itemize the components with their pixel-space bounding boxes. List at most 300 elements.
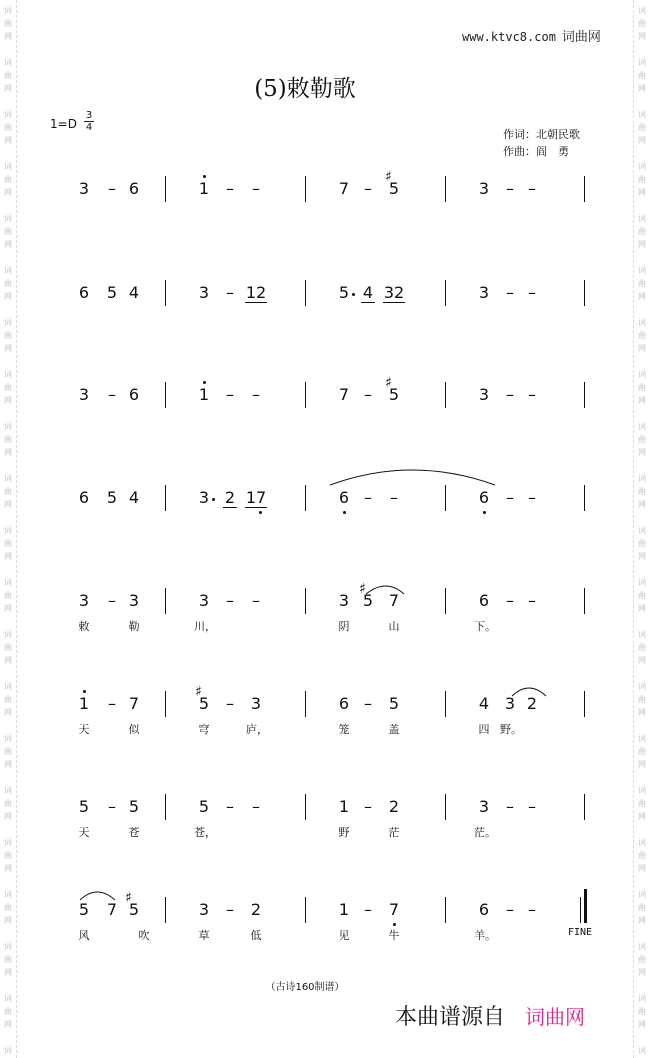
watermark-char: 词 (4, 58, 12, 67)
barline (165, 588, 166, 614)
lyric-syllable: 吹 (138, 929, 150, 942)
watermark-char: 网 (4, 864, 12, 873)
watermark-char: 词 (4, 214, 12, 223)
watermark-char: 词 (638, 422, 646, 431)
watermark-char: 曲 (638, 955, 646, 964)
watermark-char: 曲 (4, 175, 12, 184)
watermark-char: 词 (638, 110, 646, 119)
lyric-syllable: 四 (478, 723, 490, 736)
high-octave-dot (203, 175, 206, 178)
note: 6 (78, 283, 90, 302)
sharp-sign: ♯ (385, 375, 392, 391)
watermark-char: 网 (638, 188, 646, 197)
watermark-char: 曲 (638, 331, 646, 340)
duration-dash: – (364, 488, 372, 507)
watermark-char: 曲 (4, 331, 12, 340)
watermark-char: 词 (638, 1046, 646, 1055)
note: 7 (128, 694, 140, 713)
barline (305, 588, 306, 614)
watermark-char: 词 (638, 162, 646, 171)
duration-dash: – (252, 385, 260, 404)
note: 1 (338, 900, 350, 919)
augmentation-dot (212, 498, 215, 501)
watermark-char: 词 (4, 890, 12, 899)
note: 2 (526, 694, 538, 713)
lyric-syllable: 牛 (388, 929, 400, 942)
barline (445, 485, 446, 511)
duration-dash: – (506, 797, 514, 816)
barline (305, 897, 306, 923)
watermark-char: 词 (638, 786, 646, 795)
lyric-syllable: 下。 (474, 620, 496, 633)
note: 5 (338, 283, 350, 302)
lyric-syllable: 羊。 (474, 929, 496, 942)
note: 4 (362, 283, 374, 302)
time-signature-bottom: 4 (85, 122, 93, 133)
barline (584, 280, 585, 306)
watermark-char: 网 (4, 916, 12, 925)
watermark-char: 网 (4, 240, 12, 249)
barline (305, 691, 306, 717)
barline (584, 485, 585, 511)
composer-credit: 作曲：阎 勇 (503, 145, 569, 158)
watermark-char: 网 (638, 968, 646, 977)
watermark-char: 曲 (638, 591, 646, 600)
watermark-char: 网 (4, 344, 12, 353)
barline (305, 794, 306, 820)
note: 5 (128, 797, 140, 816)
watermark-char: 曲 (638, 643, 646, 652)
lyric-syllable: 茫 (388, 826, 400, 839)
note: 5 (388, 179, 400, 198)
note: 6 (478, 900, 490, 919)
site-name[interactable]: 词曲网 (561, 30, 601, 45)
note: 4 (478, 694, 490, 713)
duration-dash: – (226, 694, 234, 713)
watermark-char: 词 (4, 942, 12, 951)
barline (445, 382, 446, 408)
watermark-char: 网 (638, 656, 646, 665)
lyric-syllable: 似 (128, 723, 140, 736)
lyric-syllable: 庐， (246, 723, 268, 736)
watermark-char: 词 (638, 6, 646, 15)
duration-dash: – (506, 385, 514, 404)
sharp-sign: ♯ (359, 581, 366, 597)
note: 6 (78, 488, 90, 507)
barline (445, 897, 446, 923)
watermark-char: 网 (4, 396, 12, 405)
duration-dash: – (528, 179, 536, 198)
watermark-char: 词 (4, 266, 12, 275)
lyric-syllable: 川， (194, 620, 216, 633)
note: 3 (478, 385, 490, 404)
watermark-char: 网 (638, 812, 646, 821)
duration-dash: – (390, 488, 398, 507)
low-octave-dot (259, 511, 262, 514)
note: 5 (78, 900, 90, 919)
watermark-char: 网 (638, 864, 646, 873)
note: 5 (106, 283, 118, 302)
duration-dash: – (364, 900, 372, 919)
note: 6 (128, 179, 140, 198)
barline (445, 794, 446, 820)
fine-label: FINE (568, 927, 593, 938)
note: 3 (478, 283, 490, 302)
watermark-char: 词 (638, 318, 646, 327)
watermark-char: 词 (4, 838, 12, 847)
barline (445, 691, 446, 717)
barline (165, 382, 166, 408)
maker-note: （古诗160制谱） (265, 982, 345, 993)
watermark-char: 词 (4, 162, 12, 171)
duration-dash: – (364, 694, 372, 713)
barline (165, 897, 166, 923)
lyric-syllable: 苍， (194, 826, 216, 839)
note: 3 (504, 694, 516, 713)
watermark-char: 词 (638, 630, 646, 639)
duration-dash: – (528, 488, 536, 507)
watermark-char: 网 (4, 500, 12, 509)
lyric-syllable: 低 (250, 929, 262, 942)
watermark-char: 曲 (638, 695, 646, 704)
watermark-char: 词 (638, 526, 646, 535)
duration-dash: – (108, 694, 116, 713)
lyric-syllable: 茫。 (474, 826, 496, 839)
note: 4 (128, 283, 140, 302)
watermark-char: 网 (638, 708, 646, 717)
note: 6 (478, 591, 490, 610)
note: 2 (388, 797, 400, 816)
watermark-char: 曲 (4, 383, 12, 392)
barline (305, 485, 306, 511)
note: 1 (198, 385, 210, 404)
watermark-char: 曲 (4, 695, 12, 704)
low-octave-dot (483, 511, 486, 514)
lyric-syllable: 穹 (198, 723, 210, 736)
watermark-char: 网 (4, 604, 12, 613)
note: 3 (478, 797, 490, 816)
duration-dash: – (528, 591, 536, 610)
barline (584, 588, 585, 614)
note: 3 (478, 179, 490, 198)
watermark-char: 网 (638, 84, 646, 93)
barline (305, 280, 306, 306)
note: 7 (338, 385, 350, 404)
watermark-char: 曲 (4, 227, 12, 236)
watermark-char: 词 (638, 474, 646, 483)
barline (584, 382, 585, 408)
note: 6 (478, 488, 490, 507)
key-signature: 1=D (50, 117, 77, 131)
duration-dash: – (226, 797, 234, 816)
watermark-char: 词 (4, 474, 12, 483)
high-octave-dot (83, 690, 86, 693)
watermark-char: 词 (4, 1046, 12, 1055)
lyric-syllable: 盖 (388, 723, 400, 736)
site-url[interactable]: www.ktvc8.com (462, 30, 556, 44)
watermark-char: 曲 (638, 799, 646, 808)
note: 3 (198, 900, 210, 919)
duration-dash: – (528, 283, 536, 302)
watermark-char: 词 (638, 838, 646, 847)
watermark-char: 词 (638, 370, 646, 379)
lyric-syllable: 山 (388, 620, 400, 633)
barline (165, 794, 166, 820)
watermark-char: 曲 (4, 123, 12, 132)
slur-long (330, 470, 495, 485)
barline (165, 485, 166, 511)
note: 5 (128, 900, 140, 919)
duration-dash: – (364, 385, 372, 404)
watermark-char: 网 (4, 188, 12, 197)
duration-dash: – (226, 385, 234, 404)
note: 7 (388, 591, 400, 610)
watermark-char: 曲 (638, 1007, 646, 1016)
duration-dash: – (364, 797, 372, 816)
lyric-syllable: 天 (78, 723, 90, 736)
note: 3 (198, 283, 210, 302)
note: 3 (78, 385, 90, 404)
source-text: 本曲谱源自 (395, 1005, 506, 1030)
watermark-char: 网 (638, 1020, 646, 1029)
watermark-char: 词 (4, 110, 12, 119)
note: 6 (338, 694, 350, 713)
final-barline-thick (584, 889, 587, 923)
note: 5 (106, 488, 118, 507)
note: 3 (128, 591, 140, 610)
watermark-char: 曲 (638, 747, 646, 756)
lyric-syllable: 野。 (500, 723, 522, 736)
watermark-char: 网 (4, 708, 12, 717)
barline (445, 280, 446, 306)
watermark-char: 曲 (4, 1007, 12, 1016)
watermark-char: 词 (4, 630, 12, 639)
time-signature (84, 110, 94, 133)
note: 5 (388, 385, 400, 404)
duration-dash: – (528, 900, 536, 919)
watermark-char: 网 (4, 760, 12, 769)
watermark-char: 词 (4, 526, 12, 535)
duration-dash: – (226, 591, 234, 610)
watermark-char: 网 (638, 136, 646, 145)
duration-dash: – (528, 797, 536, 816)
lyric-syllable: 见 (338, 929, 350, 942)
watermark-char: 曲 (4, 71, 12, 80)
watermark-char: 网 (638, 344, 646, 353)
barline (305, 382, 306, 408)
watermark-char: 曲 (638, 487, 646, 496)
note: 5 (388, 694, 400, 713)
watermark-char: 曲 (4, 799, 12, 808)
watermark-char: 网 (638, 552, 646, 561)
watermark-char: 词 (638, 682, 646, 691)
low-octave-dot (343, 511, 346, 514)
watermark-char: 曲 (4, 539, 12, 548)
watermark-char: 词 (4, 786, 12, 795)
barline (584, 176, 585, 202)
watermark-char: 曲 (4, 955, 12, 964)
watermark-char: 网 (638, 292, 646, 301)
barline (445, 176, 446, 202)
duration-dash: – (506, 900, 514, 919)
barline (445, 588, 446, 614)
barline (584, 691, 585, 717)
note: 1 (338, 797, 350, 816)
watermark-char: 曲 (638, 71, 646, 80)
low-octave-dot (393, 923, 396, 926)
watermark-char: 曲 (638, 851, 646, 860)
watermark-char: 曲 (4, 747, 12, 756)
song-title: (5)敕勒歌 (254, 76, 356, 102)
watermark-char: 词 (638, 266, 646, 275)
watermark-char: 曲 (4, 279, 12, 288)
watermark-char: 网 (4, 292, 12, 301)
duration-dash: – (226, 900, 234, 919)
watermark-char: 曲 (638, 435, 646, 444)
note: 4 (128, 488, 140, 507)
note: 7 (106, 900, 118, 919)
time-signature-top: 3 (85, 110, 93, 121)
sharp-sign: ♯ (125, 890, 132, 906)
watermark-char: 词 (4, 318, 12, 327)
watermark-char: 网 (638, 604, 646, 613)
watermark-char: 词 (4, 994, 12, 1003)
lyric-syllable: 风 (78, 929, 90, 942)
note-pair: 12 (245, 283, 267, 302)
watermark-char: 网 (638, 32, 646, 41)
duration-dash: – (252, 591, 260, 610)
watermark-char: 曲 (4, 643, 12, 652)
watermark-char: 词 (4, 578, 12, 587)
lyric-syllable: 勒 (128, 620, 140, 633)
duration-dash: – (252, 179, 260, 198)
watermark-char: 曲 (4, 487, 12, 496)
note: 3 (78, 591, 90, 610)
duration-dash: – (108, 385, 116, 404)
watermark-char: 网 (4, 448, 12, 457)
watermark-char: 词 (4, 734, 12, 743)
note: 6 (128, 385, 140, 404)
watermark-char: 网 (4, 84, 12, 93)
watermark-char: 网 (4, 136, 12, 145)
watermark-char: 网 (638, 500, 646, 509)
note: 2 (224, 488, 236, 507)
watermark-char: 词 (638, 942, 646, 951)
slur-short (80, 892, 115, 900)
note: 7 (338, 179, 350, 198)
watermark-char: 曲 (4, 19, 12, 28)
watermark-char: 曲 (638, 539, 646, 548)
watermark-char: 词 (638, 578, 646, 587)
source-brand[interactable]: 词曲网 (525, 1005, 586, 1029)
note: 3 (338, 591, 350, 610)
watermark-char: 词 (638, 734, 646, 743)
final-barline (580, 897, 581, 923)
duration-dash: – (108, 797, 116, 816)
source-footer (395, 1000, 585, 1031)
watermark-char: 曲 (638, 903, 646, 912)
sharp-sign: ♯ (385, 169, 392, 185)
duration-dash: – (108, 591, 116, 610)
barline (165, 280, 166, 306)
watermark-char: 词 (4, 370, 12, 379)
watermark-char: 曲 (638, 123, 646, 132)
note: 5 (198, 797, 210, 816)
augmentation-dot (352, 293, 355, 296)
watermark-char: 网 (638, 396, 646, 405)
right-watermark-strip (633, 0, 650, 1058)
watermark-char: 网 (4, 32, 12, 41)
watermark-char: 词 (4, 682, 12, 691)
left-watermark-strip (0, 0, 17, 1058)
barline (584, 794, 585, 820)
watermark-char: 词 (4, 6, 12, 15)
note: 1 (78, 694, 90, 713)
note: 1 (198, 179, 210, 198)
watermark-char: 网 (4, 812, 12, 821)
lyric-syllable: 笼 (338, 723, 350, 736)
duration-dash: – (506, 591, 514, 610)
watermark-char: 词 (638, 58, 646, 67)
duration-dash: – (506, 283, 514, 302)
sharp-sign: ♯ (195, 684, 202, 700)
lyric-syllable: 苍 (128, 826, 140, 839)
site-header (462, 26, 601, 45)
barline (165, 176, 166, 202)
high-octave-dot (203, 381, 206, 384)
note: 2 (250, 900, 262, 919)
watermark-char: 曲 (4, 435, 12, 444)
note: 3 (250, 694, 262, 713)
watermark-char: 曲 (4, 591, 12, 600)
duration-dash: – (252, 797, 260, 816)
duration-dash: – (226, 283, 234, 302)
watermark-char: 网 (638, 916, 646, 925)
duration-dash: – (506, 179, 514, 198)
watermark-char: 曲 (638, 19, 646, 28)
watermark-char: 曲 (638, 383, 646, 392)
lyric-syllable: 天 (78, 826, 90, 839)
note-pair: 17 (245, 488, 267, 507)
duration-dash: – (506, 488, 514, 507)
watermark-char: 网 (638, 448, 646, 457)
watermark-char: 词 (638, 214, 646, 223)
note: 3 (198, 488, 210, 507)
watermark-char: 曲 (638, 279, 646, 288)
watermark-char: 曲 (4, 851, 12, 860)
watermark-char: 网 (4, 656, 12, 665)
lyricist-credit: 作词：北朝民歌 (503, 128, 580, 141)
barline (165, 691, 166, 717)
watermark-char: 曲 (638, 175, 646, 184)
note: 3 (78, 179, 90, 198)
watermark-char: 网 (638, 240, 646, 249)
watermark-char: 词 (638, 890, 646, 899)
note: 6 (338, 488, 350, 507)
note: 5 (78, 797, 90, 816)
note: 7 (388, 900, 400, 919)
watermark-char: 词 (4, 422, 12, 431)
lyric-syllable: 阴 (338, 620, 350, 633)
duration-dash: – (108, 179, 116, 198)
barline (305, 176, 306, 202)
lyric-syllable: 野 (338, 826, 350, 839)
watermark-char: 词 (638, 994, 646, 1003)
lyric-syllable: 草 (198, 929, 210, 942)
lyric-syllable: 敕 (78, 620, 90, 633)
watermark-char: 曲 (638, 227, 646, 236)
watermark-char: 网 (4, 968, 12, 977)
